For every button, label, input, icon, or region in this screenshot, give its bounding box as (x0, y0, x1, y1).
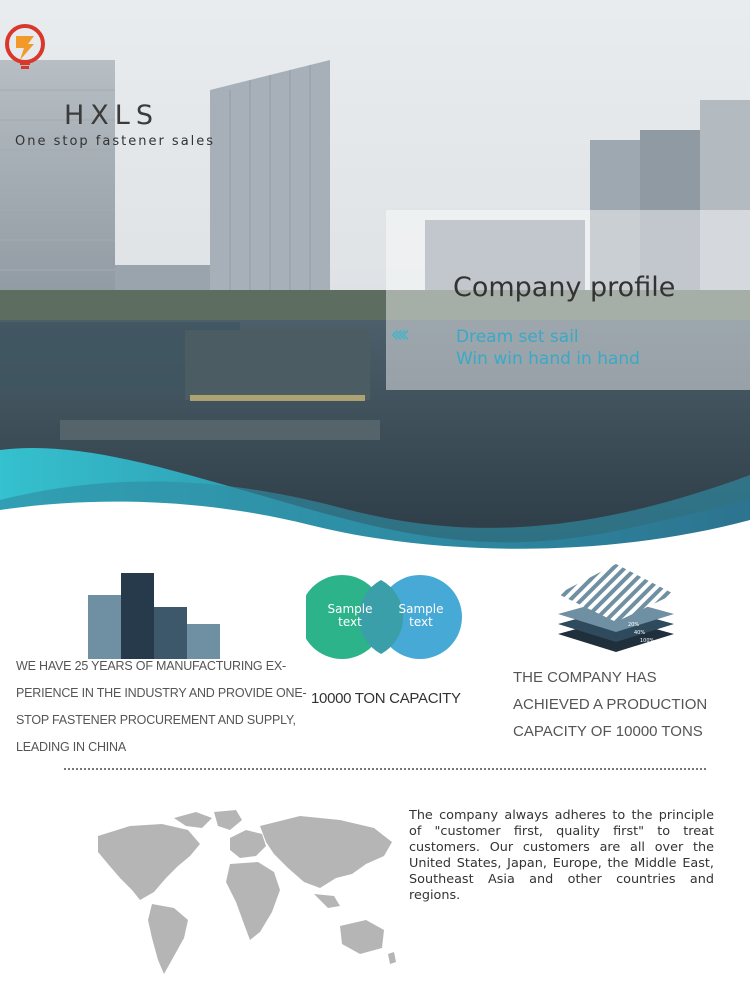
capacity-text: THE COMPANY HAS ACHIEVED A PRODUCTION CAPACITY OF 10000 TONS (513, 669, 708, 740)
layer-label: 100% (640, 638, 655, 644)
profile-slogan (456, 326, 640, 370)
company-profile-panel (386, 210, 750, 390)
bar-graphic-bar (121, 573, 154, 659)
slogan-line-2: Win win hand in hand (456, 349, 640, 369)
bolt-logo-icon (0, 22, 50, 72)
bar-graphic-bar (154, 607, 187, 659)
venn-left-label: Sample text (327, 602, 373, 629)
layer-label: 40% (634, 630, 646, 636)
experience-text: WE HAVE 25 YEARS OF MANUFACTURING EX-PERIENCE IN THE INDUSTRY AND PROVIDE ONE-STOP FASTENER PROCUREMENT AND SUPPLY, LEADING IN CHINA (16, 659, 307, 754)
bar-graphic-bar (88, 595, 121, 659)
double-chevron-left-icon: ‹‹‹‹ (390, 320, 405, 348)
about-paragraph: The company always adheres to the principle of "customer first, quality first" to treat customers. Our customers are all over the United States, Japan, Europe, the Middle East, Southeast Asia and other countries and regions. (409, 808, 714, 903)
world-map-icon (90, 808, 400, 978)
stacked-layers-icon (558, 564, 674, 654)
brand-logo[interactable] (0, 22, 230, 149)
slogan-line-1: Dream set sail (456, 327, 579, 347)
bar-graphic-icon (88, 573, 220, 659)
profile-title: Company profile (453, 272, 676, 303)
capacity-label: 10000 TON CAPACITY (311, 690, 461, 707)
venn-right-label: Sample text (398, 602, 444, 629)
layer-label: 20% (628, 622, 640, 628)
dotted-divider (64, 768, 706, 770)
brand-name: HXLS (64, 100, 159, 131)
venn-diagram (306, 574, 466, 664)
brand-tagline: One stop fastener sales (15, 134, 216, 149)
